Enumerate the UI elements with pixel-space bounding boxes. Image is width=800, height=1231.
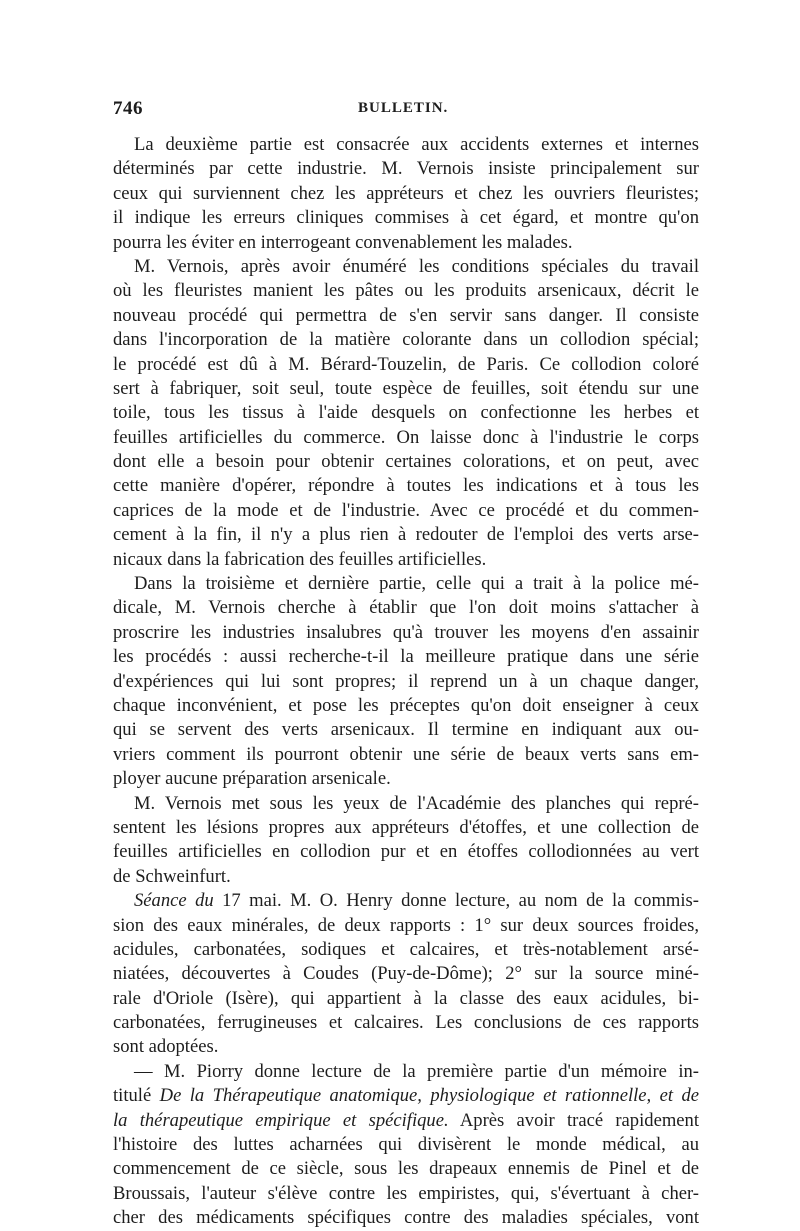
- text-line: feuilles artificielles du commerce. On laisse donc à l'industrie le corps: [113, 426, 699, 448]
- text-line: de Schweinfurt.: [113, 865, 231, 887]
- text-line: sont adoptées.: [113, 1036, 219, 1058]
- body-text: [113, 133, 699, 1231]
- session-date-label: Séance du: [134, 890, 214, 912]
- memoir-title-cont: la thérapeutique empirique et spécifique.: [113, 1109, 449, 1131]
- text-line: Dans la troisième et dernière partie, celle qui a trait à la police mé-: [134, 573, 699, 595]
- text-line: chaque inconvénient, et pose les préceptes qu'on doit enseigner à ceux: [113, 694, 699, 716]
- running-head: BULLETIN.: [358, 100, 449, 116]
- page-header: [113, 98, 698, 122]
- text-line: qui se servent des verts arsenicaux. Il termine en indiquant aux ou-: [113, 719, 699, 741]
- text-line: toile, tous les tissus à l'aide desquels on confectionne les herbes et: [113, 402, 699, 424]
- text-line: ployer aucune préparation arsenicale.: [113, 768, 391, 790]
- text-line: sert à fabriquer, soit seul, toute espèce de feuilles, soit étendu sur une: [113, 377, 699, 399]
- text-line: les procédés : aussi recherche-t-il la meilleure pratique dans une série: [113, 646, 699, 668]
- text-line: acidules, carbonatées, sodiques et calcaires, et très-notablement arsé-: [113, 938, 699, 960]
- text-line: dans l'incorporation de la matière colorante dans un collodion spécial;: [113, 329, 699, 351]
- text-line: rale d'Oriole (Isère), qui appartient à la classe des eaux acidules, bi-: [113, 987, 699, 1009]
- text-line: M. Vernois met sous les yeux de l'Académie des planches qui repré-: [134, 792, 699, 814]
- text-line: vriers comment ils pourront obtenir une série de beaux verts sans em-: [113, 743, 699, 765]
- text-line: pourra les éviter en interrogeant convenablement les malades.: [113, 231, 573, 253]
- text-line: il indique les erreurs cliniques commises à cet égard, et montre qu'on: [113, 207, 699, 229]
- page-number: 746: [113, 98, 143, 119]
- text-line: nicaux dans la fabrication des feuilles artificielles.: [113, 548, 487, 570]
- text-run: titulé: [113, 1085, 160, 1107]
- text-line: où les fleuristes manient les pâtes ou les produits arsenicaux, décrit le: [113, 280, 699, 302]
- text-line: cette manière d'opérer, répondre à toutes les indications et à tous les: [113, 475, 699, 497]
- text-run: Après avoir tracé rapidement: [448, 1109, 699, 1131]
- text-line: cher des médicaments spécifiques contre des maladies spéciales, vont: [113, 1207, 699, 1229]
- text-line: — M. Piorry donne lecture de la première partie d'un mémoire in-: [134, 1060, 699, 1082]
- text-run: 17 mai. M. O. Henry donne lecture, au nom de la commis-: [213, 890, 699, 912]
- text-line: feuilles artificielles en collodion pur et en étoffes collodionnées au vert: [113, 841, 699, 863]
- text-line: niatées, découvertes à Coudes (Puy-de-Dôme); 2° sur la source miné-: [113, 963, 699, 985]
- text-line: [113, 1109, 699, 1133]
- text-line: l'histoire des luttes acharnées qui divisèrent le monde médical, au: [113, 1134, 699, 1156]
- text-line: d'expériences qui lui sont propres; il reprend un à un chaque danger,: [113, 670, 699, 692]
- text-line: carbonatées, ferrugineuses et calcaires. Les conclusions de ces rapports: [113, 1012, 699, 1034]
- text-line: le procédé est dû à M. Bérard-Touzelin, de Paris. Ce collodion coloré: [113, 353, 699, 375]
- text-line: [113, 1084, 699, 1108]
- text-line: [113, 889, 699, 913]
- text-line: proscrire les industries insalubres qu'à trouver les moyens d'en assainir: [113, 621, 699, 643]
- text-line: sentent les lésions propres aux appréteurs d'étoffes, et une collection de: [113, 816, 699, 838]
- text-line: dicale, M. Vernois cherche à établir que l'on doit moins s'attacher à: [113, 597, 699, 619]
- text-line: Broussais, l'auteur s'élève contre les empiristes, qui, s'évertuant à cher-: [113, 1182, 699, 1204]
- text-line: ceux qui surviennent chez les appréteurs et chez les ouvriers fleuristes;: [113, 182, 699, 204]
- text-line: déterminés par cette industrie. M. Vernois insiste principalement sur: [113, 158, 699, 180]
- text-line: nouveau procédé qui permettra de s'en servir sans danger. Il consiste: [113, 304, 699, 326]
- memoir-title: De la Thérapeutique anatomique, physiologique et rationnelle, et de: [159, 1085, 699, 1107]
- text-line: M. Vernois, après avoir énuméré les conditions spéciales du travail: [134, 255, 699, 277]
- text-line: commencement de ce siècle, sous les drapeaux ennemis de Pinel et de: [113, 1158, 699, 1180]
- text-line: dont elle a besoin pour obtenir certaines colorations, et on peut, avec: [113, 451, 699, 473]
- text-line: cement à la fin, il n'y a plus rien à redouter de l'emploi des verts arse-: [113, 524, 699, 546]
- text-line: La deuxième partie est consacrée aux accidents externes et internes: [134, 134, 699, 155]
- text-line: caprices de la mode et de l'industrie. Avec ce procédé et du commen-: [113, 499, 699, 521]
- text-line: sion des eaux minérales, de deux rapports : 1° sur deux sources froides,: [113, 914, 699, 936]
